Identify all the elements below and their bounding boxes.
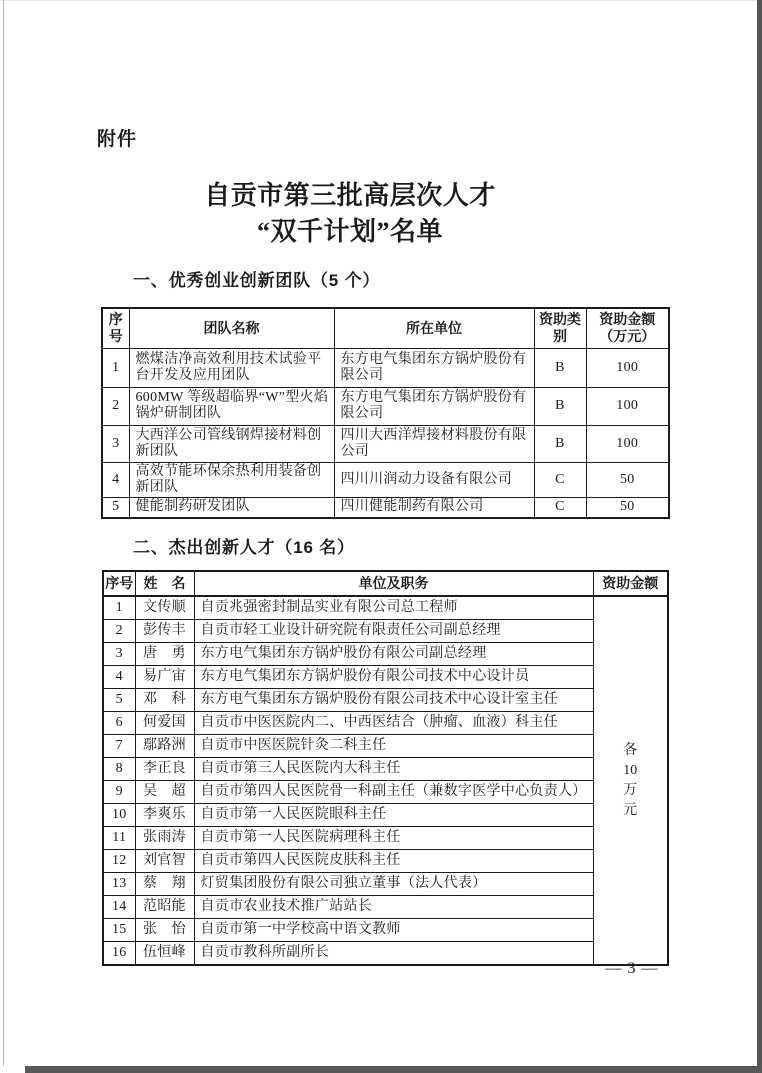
- grant-amount: 100: [586, 387, 669, 425]
- person-position: 自贡市第一中学校高中语文教师: [194, 919, 593, 942]
- team-org: 四川大西洋焊接材料股份有限公司: [334, 425, 534, 462]
- person-name: 范昭能: [135, 896, 194, 919]
- teams-table-row: [102, 348, 669, 387]
- grant-class: B: [534, 348, 586, 387]
- teams-table-row: [102, 462, 669, 497]
- person-name: 何爱国: [135, 712, 194, 735]
- teams-table-header-cell: 团队名称: [129, 308, 334, 348]
- page-number: — 3 —: [605, 960, 659, 977]
- person-name: 李爽乐: [135, 804, 194, 827]
- document-title: [100, 178, 600, 250]
- row-index: 6: [103, 712, 135, 735]
- row-index: 8: [103, 758, 135, 781]
- person-name: 李正良: [135, 758, 194, 781]
- team-name: 大西洋公司管线钢焊接材料创新团队: [129, 425, 334, 462]
- talents-table-row: [103, 689, 668, 712]
- person-name: 邓 科: [135, 689, 194, 712]
- talents-table-row: [103, 758, 668, 781]
- grant-amount: 100: [586, 348, 669, 387]
- teams-table-header-cell: 序号: [102, 308, 129, 348]
- person-name: 易广宙: [135, 666, 194, 689]
- person-position: 东方电气集团东方锅炉股份有限公司技术中心设计员: [194, 666, 593, 689]
- row-index: 9: [103, 781, 135, 804]
- talents-table-row: [103, 781, 668, 804]
- grant-amount: 50: [586, 497, 669, 518]
- person-name: 吴 超: [135, 781, 194, 804]
- person-position: 自贡市第一人民医院病理科主任: [194, 827, 593, 850]
- row-index: 4: [102, 462, 129, 497]
- row-index: 10: [103, 804, 135, 827]
- scan-edge-right: [757, 0, 762, 1073]
- row-index: 3: [103, 643, 135, 666]
- person-position: 自贡市中医医院内二、中西医结合（肿瘤、血液）科主任: [194, 712, 593, 735]
- talents-table-row: [103, 896, 668, 919]
- person-position: 自贡市第四人民医院骨一科副主任（兼数字医学中心负责人）: [194, 781, 593, 804]
- row-index: 5: [103, 689, 135, 712]
- row-index: 13: [103, 873, 135, 896]
- person-name: 伍恒峰: [135, 942, 194, 966]
- grant-class: C: [534, 497, 586, 518]
- talents-table-header-cell: 姓 名: [135, 571, 194, 596]
- person-position: 自贡兆强密封制品实业有限公司总工程师: [194, 596, 593, 620]
- person-position: 自贡市中医医院针灸二科主任: [194, 735, 593, 758]
- row-index: 5: [102, 497, 129, 518]
- scan-edge-left: [3, 0, 4, 1066]
- person-position: 东方电气集团东方锅炉股份有限公司技术中心设计室主任: [194, 689, 593, 712]
- teams-table-header-cell: 资助类别: [534, 308, 586, 348]
- grant-class: B: [534, 425, 586, 462]
- person-position: 自贡市第四人民医院皮肤科主任: [194, 850, 593, 873]
- talents-table-row: [103, 712, 668, 735]
- row-index: 15: [103, 919, 135, 942]
- team-name: 健能制药研发团队: [129, 497, 334, 518]
- row-index: 11: [103, 827, 135, 850]
- talents-table-header-cell: 序号: [103, 571, 135, 596]
- person-position: 自贡市农业技术推广站站长: [194, 896, 593, 919]
- team-org: 四川川润动力设备有限公司: [334, 462, 534, 497]
- team-org: 东方电气集团东方锅炉股份有限公司: [334, 348, 534, 387]
- grant-amount-line: 万: [623, 782, 638, 798]
- talents-table-row: [103, 942, 668, 966]
- document-title-line2: “双千计划”名单: [256, 217, 443, 246]
- document-title-line1: 自贡市第三批高层次人才: [204, 181, 496, 210]
- row-index: 16: [103, 942, 135, 966]
- grant-amount-merged-cell: [593, 596, 668, 965]
- row-index: 12: [103, 850, 135, 873]
- row-index: 1: [102, 348, 129, 387]
- row-index: 2: [103, 620, 135, 643]
- person-name: 彭传丰: [135, 620, 194, 643]
- grant-amount: 50: [586, 462, 669, 497]
- grant-amount-line: 元: [623, 802, 638, 818]
- talents-table-header-cell: 单位及职务: [194, 571, 593, 596]
- team-org: 四川健能制药有限公司: [334, 497, 534, 518]
- team-name: 燃煤洁净高效利用技术试验平台开发及应用团队: [129, 348, 334, 387]
- teams-table-header-cell: 资助金额（万元）: [586, 308, 669, 348]
- talents-table-row: [103, 666, 668, 689]
- section1-heading: 一、优秀创业创新团队（5 个）: [133, 271, 381, 290]
- row-index: 4: [103, 666, 135, 689]
- teams-table-row: [102, 425, 669, 462]
- talents-table: [102, 570, 669, 966]
- person-position: 自贡市第一人民医院眼科主任: [194, 804, 593, 827]
- row-index: 3: [102, 425, 129, 462]
- talents-table-row: [103, 850, 668, 873]
- person-name: 刘官智: [135, 850, 194, 873]
- talents-table-row: [103, 804, 668, 827]
- team-org: 东方电气集团东方锅炉股份有限公司: [334, 387, 534, 425]
- team-name: 高效节能环保余热利用装备创新团队: [129, 462, 334, 497]
- person-position: 自贡市第三人民医院内大科主任: [194, 758, 593, 781]
- grant-class: C: [534, 462, 586, 497]
- person-position: 自贡市教科所副所长: [194, 942, 593, 966]
- teams-table-row: [102, 497, 669, 518]
- teams-table-row: [102, 387, 669, 425]
- grant-amount: 100: [586, 425, 669, 462]
- person-position: 自贡市轻工业设计研究院有限责任公司副总经理: [194, 620, 593, 643]
- row-index: 2: [102, 387, 129, 425]
- person-name: 张雨涛: [135, 827, 194, 850]
- talents-table-row: [103, 643, 668, 666]
- grant-class: B: [534, 387, 586, 425]
- talents-table-row: [103, 873, 668, 896]
- person-name: 文传顺: [135, 596, 194, 620]
- row-index: 7: [103, 735, 135, 758]
- person-name: 张 怡: [135, 919, 194, 942]
- attachment-label: 附件: [97, 129, 138, 150]
- row-index: 1: [103, 596, 135, 620]
- scan-edge-top: [0, 0, 762, 1]
- teams-table: [101, 307, 670, 519]
- scan-edge-bottom: [25, 1066, 762, 1073]
- person-name: 蔡 翔: [135, 873, 194, 896]
- teams-table-header-row: [102, 308, 669, 348]
- talents-table-row: [103, 827, 668, 850]
- teams-table-header-cell: 所在单位: [334, 308, 534, 348]
- person-position: 东方电气集团东方锅炉股份有限公司副总经理: [194, 643, 593, 666]
- row-index: 14: [103, 896, 135, 919]
- talents-table-header-cell: 资助金额: [593, 571, 668, 596]
- grant-amount-line: 各: [623, 742, 638, 758]
- person-name: 鄢路洲: [135, 735, 194, 758]
- talents-table-row: [103, 735, 668, 758]
- team-name: 600MW 等级超临界“W”型火焰锅炉研制团队: [129, 387, 334, 425]
- grant-amount-line: 10: [623, 762, 638, 778]
- talents-table-header-row: [103, 571, 668, 596]
- person-name: 唐 勇: [135, 643, 194, 666]
- section2-heading: 二、杰出创新人才（16 名）: [133, 538, 355, 557]
- talents-table-row: [103, 919, 668, 942]
- talents-table-row: [103, 620, 668, 643]
- talents-table-row: [103, 596, 668, 620]
- person-position: 灯贸集团股份有限公司独立董事（法人代表）: [194, 873, 593, 896]
